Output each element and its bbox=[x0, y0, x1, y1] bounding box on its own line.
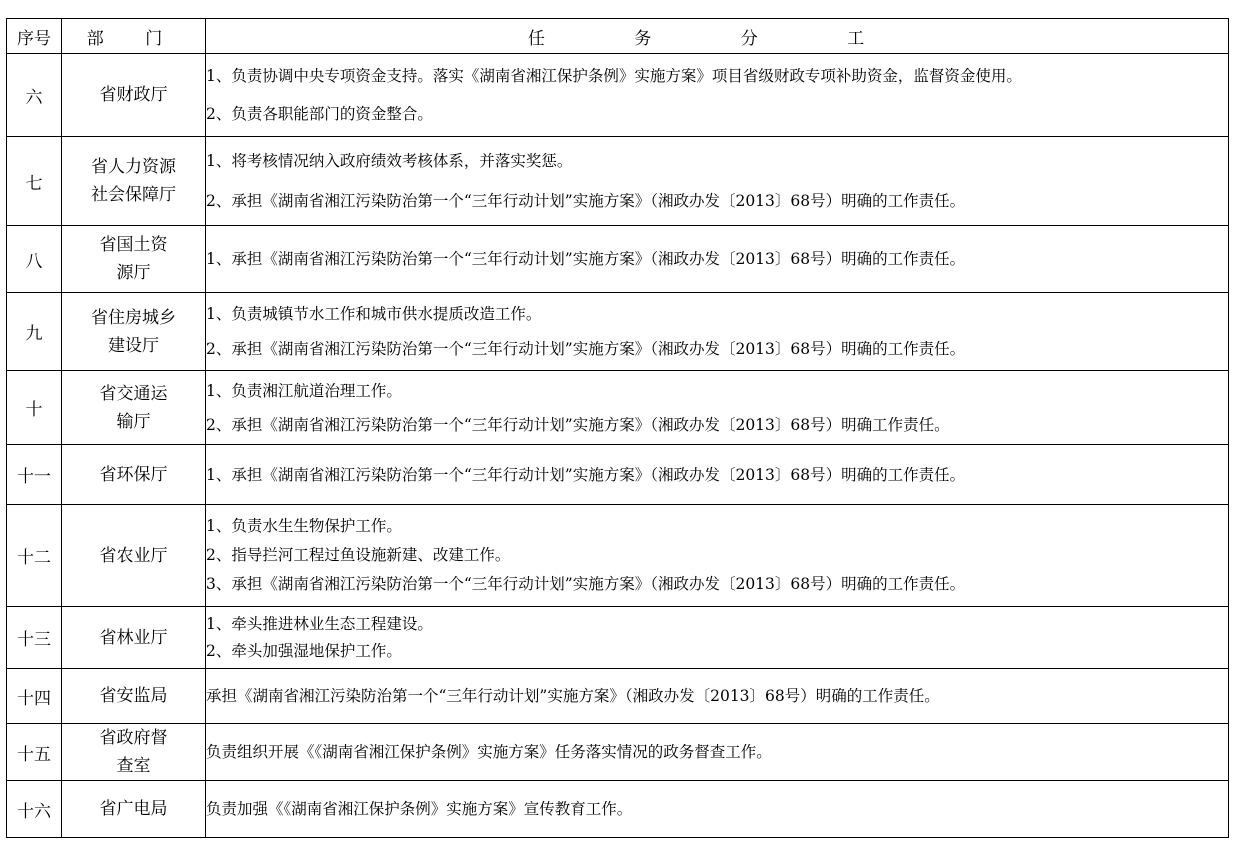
department-name: 省林业厅 bbox=[62, 607, 206, 669]
row-number: 十四 bbox=[7, 669, 62, 724]
task-cell bbox=[206, 293, 1229, 371]
task-cell bbox=[206, 607, 1229, 669]
row-number: 十五 bbox=[7, 724, 62, 781]
task-line: 负责加强《《湖南省湘江保护条例》实施方案》宣传教育工作。 bbox=[206, 800, 633, 818]
task-line: 负责组织开展《《湖南省湘江保护条例》实施方案》任务落实情况的政务督查工作。 bbox=[206, 743, 772, 761]
row-number: 八 bbox=[7, 226, 62, 293]
table-row bbox=[7, 445, 1229, 505]
header-number: 序号 bbox=[7, 19, 62, 54]
task-cell bbox=[206, 371, 1229, 445]
department-name: 省环保厅 bbox=[62, 445, 206, 505]
row-number: 六 bbox=[7, 54, 62, 137]
row-number: 十二 bbox=[7, 505, 62, 607]
table-row bbox=[7, 54, 1229, 137]
row-number: 十三 bbox=[7, 607, 62, 669]
task-line: 承担《湖南省湘江污染防治第一个“三年行动计划”实施方案》（湘政办发〔2013〕68号）明确的工作责任。 bbox=[206, 687, 940, 705]
task-cell bbox=[206, 226, 1229, 293]
task-cell bbox=[206, 505, 1229, 607]
table-row bbox=[7, 137, 1229, 226]
table-row bbox=[7, 293, 1229, 371]
task-line: 1、负责水生生物保护工作。 bbox=[206, 517, 402, 535]
task-line: 1、承担《湖南省湘江污染防治第一个“三年行动计划”实施方案》（湘政办发〔2013〕68号）明确的工作责任。 bbox=[206, 465, 966, 484]
header-tasks: 任 务 分 工 bbox=[206, 19, 1229, 54]
table-row bbox=[7, 669, 1229, 724]
task-allocation-table bbox=[6, 18, 1229, 838]
department-name: 省农业厅 bbox=[62, 505, 206, 607]
department-name: 省安监局 bbox=[62, 669, 206, 724]
department-name: 省交通运 输厅 bbox=[62, 371, 206, 445]
table-row bbox=[7, 371, 1229, 445]
task-line: 2、指导拦河工程过鱼设施新建、改建工作。 bbox=[206, 546, 511, 564]
department-name: 省财政厅 bbox=[62, 54, 206, 137]
table-row bbox=[7, 781, 1229, 838]
task-cell bbox=[206, 724, 1229, 781]
task-cell bbox=[206, 54, 1229, 137]
department-name: 省住房城乡 建设厅 bbox=[62, 293, 206, 371]
department-name: 省人力资源 社会保障厅 bbox=[62, 137, 206, 226]
table-body bbox=[7, 54, 1229, 838]
task-line: 1、负责城镇节水工作和城市供水提质改造工作。 bbox=[206, 304, 542, 323]
row-number: 七 bbox=[7, 137, 62, 226]
table-row bbox=[7, 607, 1229, 669]
row-number: 十六 bbox=[7, 781, 62, 838]
table-row bbox=[7, 724, 1229, 781]
table-row bbox=[7, 505, 1229, 607]
header-department: 部 门 bbox=[62, 19, 206, 54]
row-number: 十 bbox=[7, 371, 62, 445]
task-line: 1、负责协调中央专项资金支持。落实《湖南省湘江保护条例》实施方案》项目省级财政专项补助资金，监督资金使用。 bbox=[206, 67, 1022, 85]
task-line: 1、将考核情况纳入政府绩效考核体系，并落实奖惩。 bbox=[206, 152, 573, 170]
task-line: 3、承担《湖南省湘江污染防治第一个“三年行动计划”实施方案》（湘政办发〔2013〕68号）明确的工作责任。 bbox=[206, 575, 966, 593]
department-name: 省国土资 源厅 bbox=[62, 226, 206, 293]
task-line: 1、负责湘江航道治理工作。 bbox=[206, 381, 402, 400]
department-name: 省政府督 查室 bbox=[62, 724, 206, 781]
task-line: 1、承担《湖南省湘江污染防治第一个“三年行动计划”实施方案》（湘政办发〔2013〕68号）明确的工作责任。 bbox=[206, 250, 966, 268]
task-line: 2、承担《湖南省湘江污染防治第一个“三年行动计划”实施方案》（湘政办发〔2013〕68号）明确工作责任。 bbox=[206, 415, 950, 434]
task-cell bbox=[206, 445, 1229, 505]
task-line: 2、承担《湖南省湘江污染防治第一个“三年行动计划”实施方案》（湘政办发〔2013〕68号）明确的工作责任。 bbox=[206, 339, 966, 358]
task-line: 1、牵头推进林业生态工程建设。 bbox=[206, 614, 433, 633]
task-line: 2、牵头加强湿地保护工作。 bbox=[206, 641, 402, 660]
row-number: 九 bbox=[7, 293, 62, 371]
department-name: 省广电局 bbox=[62, 781, 206, 838]
task-cell bbox=[206, 669, 1229, 724]
task-line: 2、承担《湖南省湘江污染防治第一个“三年行动计划”实施方案》（湘政办发〔2013〕68号）明确的工作责任。 bbox=[206, 192, 966, 210]
task-cell bbox=[206, 137, 1229, 226]
task-line: 2、负责各职能部门的资金整合。 bbox=[206, 105, 433, 123]
header-row bbox=[7, 19, 1229, 54]
table-row bbox=[7, 226, 1229, 293]
row-number: 十一 bbox=[7, 445, 62, 505]
task-cell bbox=[206, 781, 1229, 838]
